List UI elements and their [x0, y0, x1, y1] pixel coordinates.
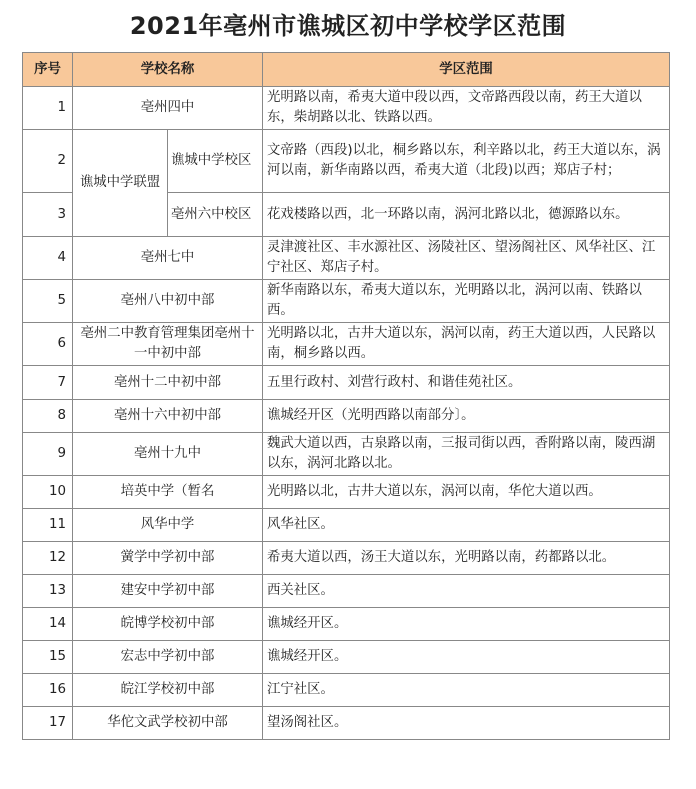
row-area: 文帝路（西段)以北，桐乡路以东，利辛路以北，药王大道以东，涡河以南，新华南路以西，希夷大道（北段)以西；郑店子村； [263, 130, 670, 193]
table-row [23, 400, 670, 433]
table-row [23, 323, 670, 366]
row-school: 华佗文武学校初中部 [73, 707, 263, 740]
header-school: 学校名称 [73, 53, 263, 87]
row-school: 皖博学校初中部 [73, 608, 263, 641]
table-row [23, 608, 670, 641]
row-school: 亳州六中校区 [168, 193, 263, 237]
row-no: 6 [23, 323, 73, 366]
row-area: 谯城经开区（光明西路以南部分〕。 [263, 400, 670, 433]
row-no: 9 [23, 433, 73, 476]
row-area: 希夷大道以西，汤王大道以东，光明路以南，药都路以北。 [263, 542, 670, 575]
row-no: 13 [23, 575, 73, 608]
row-area: 风华社区。 [263, 509, 670, 542]
table-row [23, 674, 670, 707]
row-area: 谯城经开区。 [263, 608, 670, 641]
row-school: 亳州八中初中部 [73, 280, 263, 323]
table-row [23, 366, 670, 400]
row-school: 亳州七中 [73, 237, 263, 280]
table-row [23, 433, 670, 476]
row-no: 12 [23, 542, 73, 575]
table-row [23, 237, 670, 280]
table-row [23, 509, 670, 542]
school-district-table [22, 52, 670, 740]
row-no: 8 [23, 400, 73, 433]
row-school: 亳州十二中初中部 [73, 366, 263, 400]
row-no: 3 [23, 193, 73, 237]
row-no: 1 [23, 87, 73, 130]
table-row [23, 542, 670, 575]
page-title: 2021年亳州市谯城区初中学校学区范围 [129, 12, 567, 40]
row-area: 望汤阁社区。 [263, 707, 670, 740]
table-row [23, 476, 670, 509]
table-row [23, 707, 670, 740]
row-area: 光明路以南，希夷大道中段以西，文帝路西段以南，药王大道以东，柴胡路以北、铁路以西。 [263, 87, 670, 130]
row-no: 10 [23, 476, 73, 509]
row-school: 培英中学（暂名 [73, 476, 263, 509]
row-school: 宏志中学初中部 [73, 641, 263, 674]
row-no: 2 [23, 130, 73, 193]
row-no: 14 [23, 608, 73, 641]
header-area: 学区范围 [263, 53, 670, 87]
table-header-row [23, 53, 670, 87]
table-row [23, 87, 670, 130]
row-school: 皖江学校初中部 [73, 674, 263, 707]
row-area: 江宁社区。 [263, 674, 670, 707]
row-no: 15 [23, 641, 73, 674]
row-no: 7 [23, 366, 73, 400]
row-area: 五里行政村、刘营行政村、和谐佳苑社区。 [263, 366, 670, 400]
table-row [23, 280, 670, 323]
row-no: 5 [23, 280, 73, 323]
row-no: 17 [23, 707, 73, 740]
table-row [23, 575, 670, 608]
row-school: 亳州十九中 [73, 433, 263, 476]
table-row [23, 130, 670, 193]
row-school: 建安中学初中部 [73, 575, 263, 608]
row-school: 亳州四中 [73, 87, 263, 130]
row-no: 4 [23, 237, 73, 280]
row-area: 新华南路以东，希夷大道以东，光明路以北，涡河以南、铁路以西。 [263, 280, 670, 323]
row-area: 西关社区。 [263, 575, 670, 608]
group-label: 谯城中学联盟 [73, 130, 168, 237]
row-area: 魏武大道以西，古泉路以南，三报司街以西，香附路以南，陵西湖以东，涡河北路以北。 [263, 433, 670, 476]
row-area: 光明路以北，古井大道以东，涡河以南，药王大道以西，人民路以南，桐乡路以西。 [263, 323, 670, 366]
row-school: 亳州十六中初中部 [73, 400, 263, 433]
header-no: 序号 [23, 53, 73, 87]
row-school: 谯城中学校区 [168, 130, 263, 193]
row-area: 光明路以北，古井大道以东，涡河以南，华佗大道以西。 [263, 476, 670, 509]
row-school: 亳州二中教育管理集团亳州十一中初中部 [73, 323, 263, 366]
row-area: 花戏楼路以西，北一环路以南，涡河北路以北，德源路以东。 [263, 193, 670, 237]
row-no: 16 [23, 674, 73, 707]
row-area: 谯城经开区。 [263, 641, 670, 674]
row-area: 灵津渡社区、丰水源社区、汤陵社区、望汤阁社区、风华社区、江宁社区、郑店子村。 [263, 237, 670, 280]
row-school: 风华中学 [73, 509, 263, 542]
row-no: 11 [23, 509, 73, 542]
row-school: 黉学中学初中部 [73, 542, 263, 575]
table-row [23, 641, 670, 674]
